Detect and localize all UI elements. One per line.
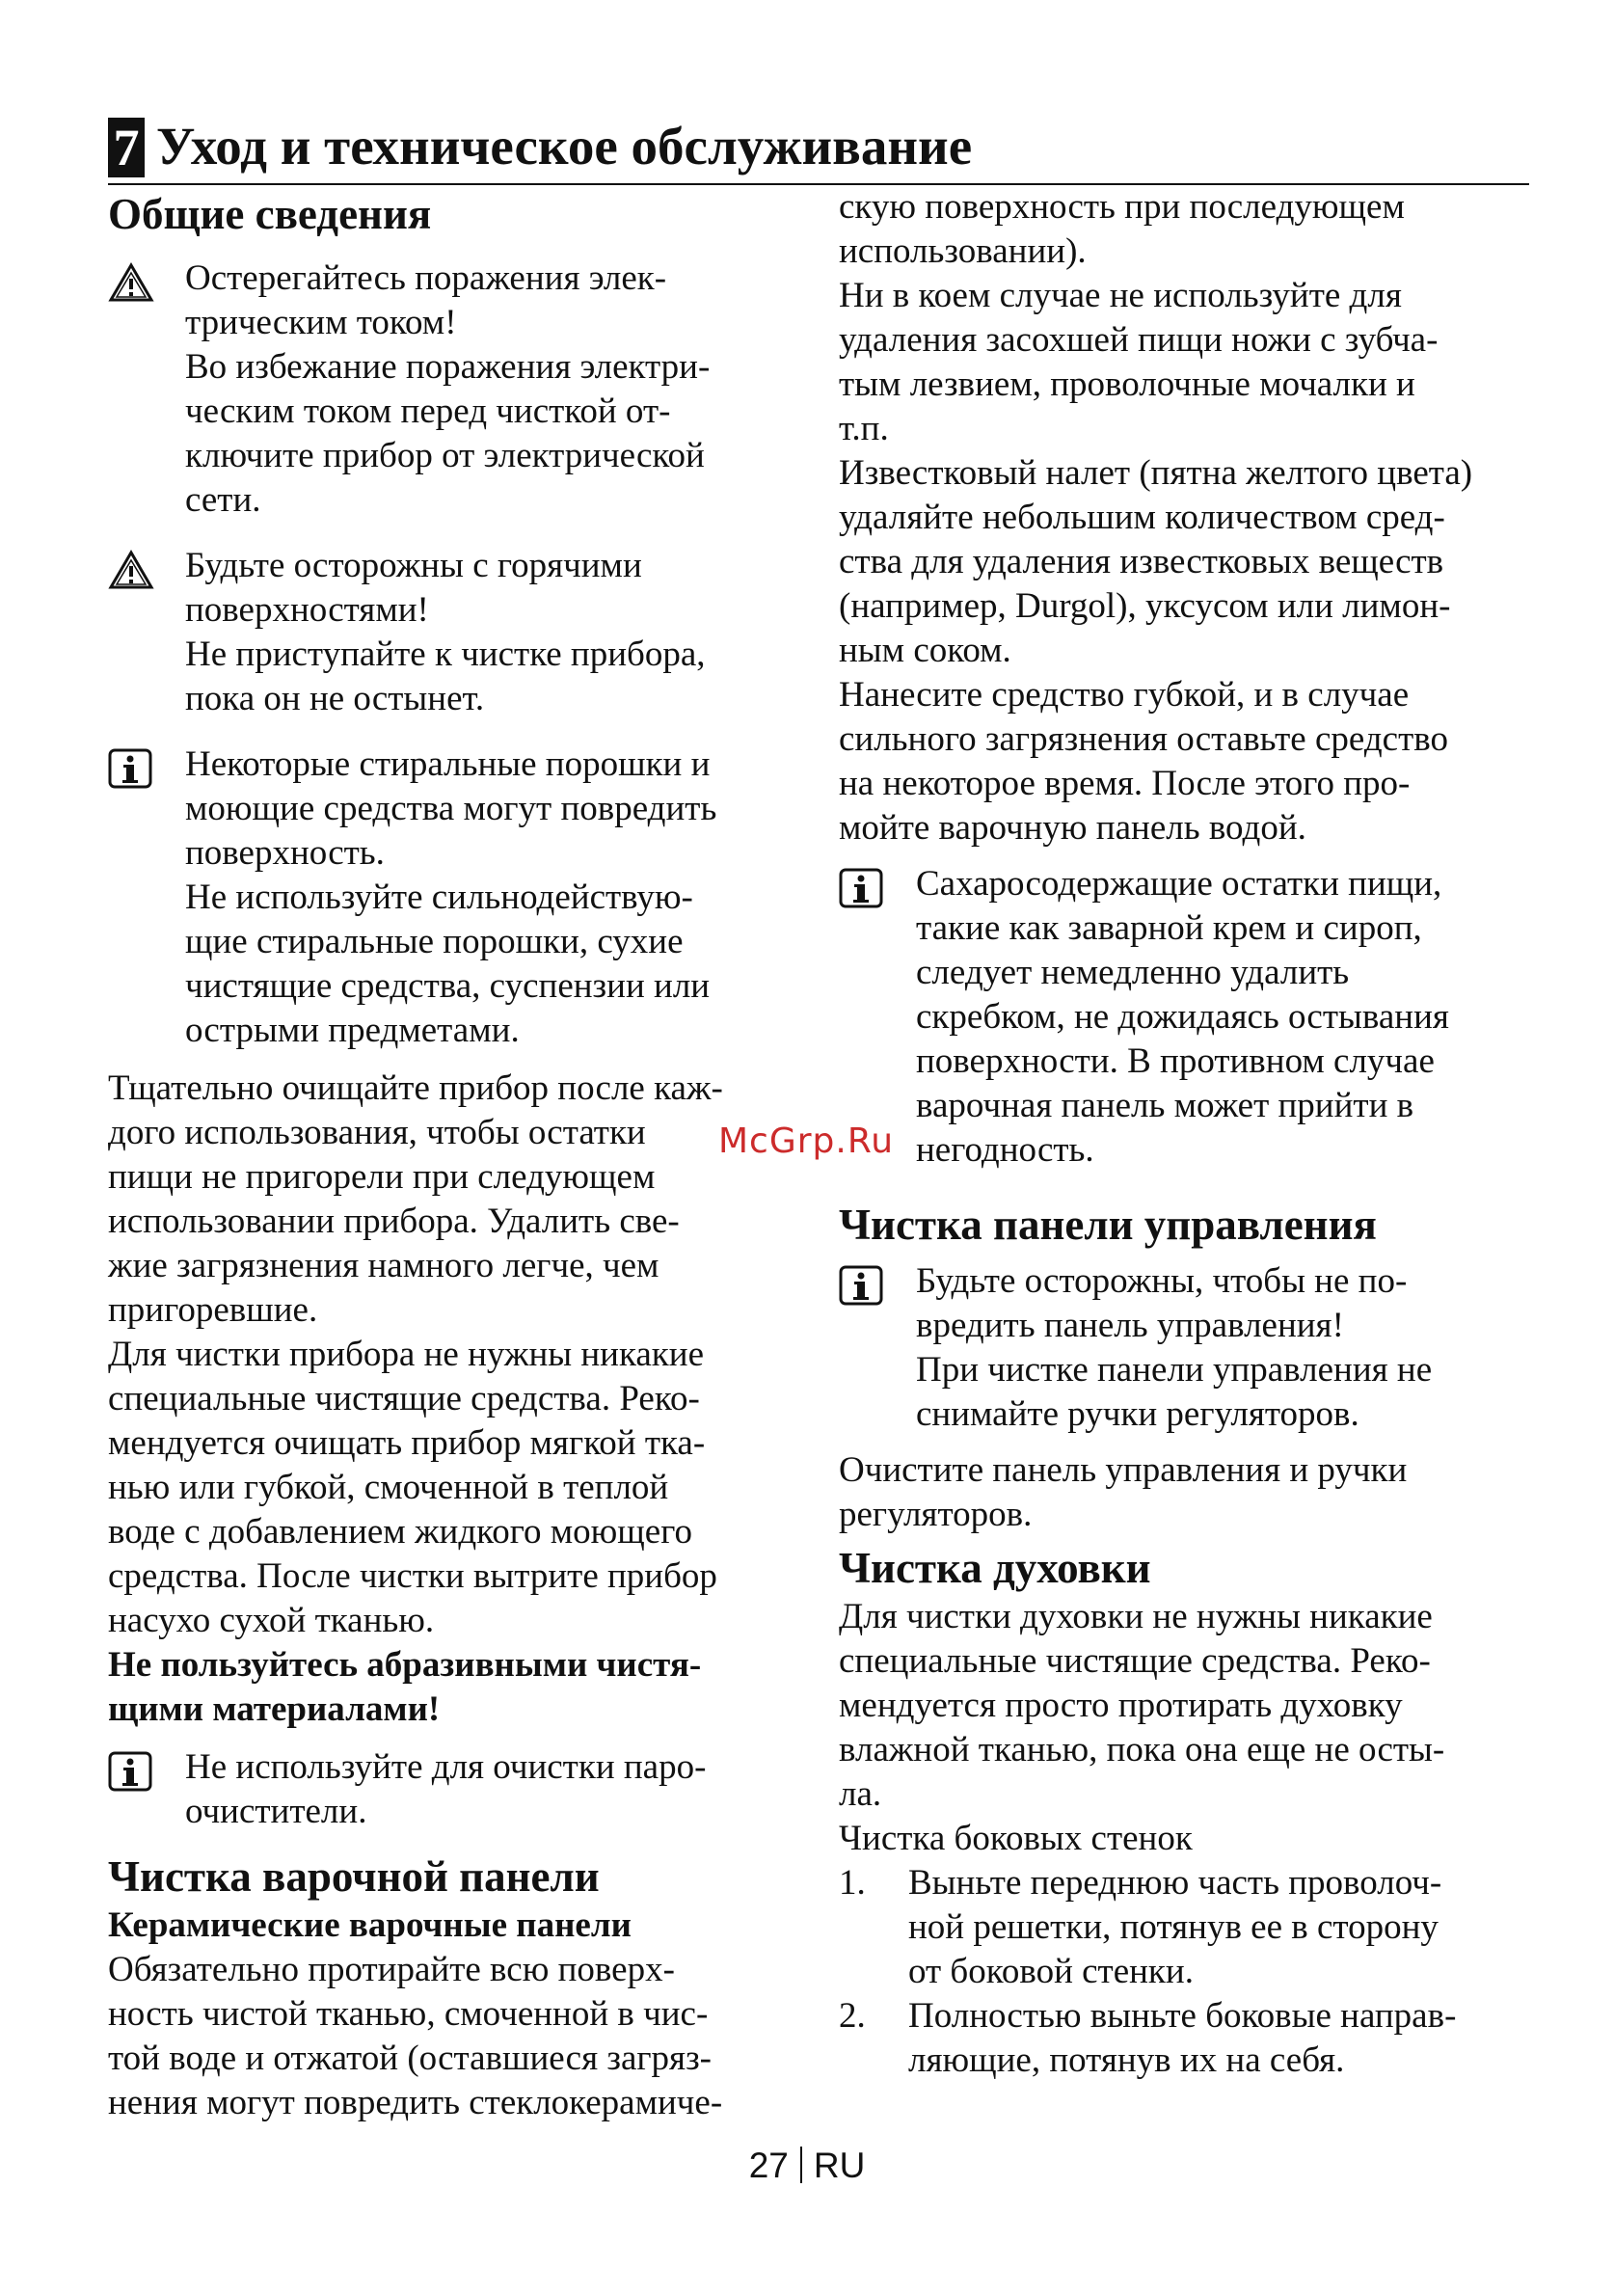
info-icon [839,862,916,908]
note-sugar-text: Сахаросодержащие остатки пищи, такие как заварной крем и сироп, следует немедленно удалить скребком, не дожидаясь остывания поверхности. В противном случае варочная панель может прийти в негодность. [916,864,1449,1170]
page-number: 27 [748,2146,789,2185]
list-text: Полностью выньте боковые направ- ляющие, потянув их на себя. [908,1996,1457,2080]
left-column [108,187,783,2125]
chapter-number: 7 [108,118,145,177]
ceramic-heading: Керамические варочные панели [108,1905,632,1945]
sugar-info-note [839,862,1533,1173]
control-paragraph: Очистите панель управления и ручки регуляторов. [839,1450,1408,1534]
detergent-info-note [108,743,783,1053]
oven-heading: Чистка духовки [839,1544,1151,1592]
info-icon [839,1259,916,1306]
control-panel-heading: Чистка панели управления [839,1201,1377,1249]
general-heading: Общие сведения [108,190,432,238]
note-control-text: Будьте осторожны, чтобы не по- вредить панель управления! При чистке панели управления не снимайте ручки регуляторов. [916,1261,1433,1434]
right-column [839,185,1533,2083]
list-number: 1. [839,1863,866,1903]
steam-info-note [108,1745,783,1834]
note-electric-text: Остерегайтесь поражения элек- трическим током! Во избежание поражения электри- ческим током перед чисткой от- ключите прибор от электрической сети. [185,258,711,520]
note-hot-text: Будьте осторожны с горячими поверхностями! Не приступайте к чистке прибора, пока он не остынет. [185,546,706,718]
hob-heading: Чистка варочной панели [108,1852,600,1901]
hob-continued-paragraph: скую поверхность при последующем использовании). Ни в коем случае не используйте для удаления засохшей пищи ножи с зубча- тым лезвием, проволочные мочалки и т.п. Известковый налет (пятна желтого цвета) удаляйте небольшим количеством сред- ства для удаления известковых веществ (например, Durgol), уксусом или лимон- ным соком. Нанесите средство губкой, и в случае сильного загрязнения оставьте средство на некоторое время. После этого про- мойте варочную панель водой. [839,187,1473,848]
control-info-note [839,1259,1533,1437]
page-footer [0,2145,1614,2187]
info-icon [108,743,185,789]
electric-warning-note [108,257,783,523]
chapter-header [108,114,1529,185]
note-steam-text: Не используйте для очистки паро- очистители. [185,1747,707,1831]
cleaning-paragraph: Тщательно очищайте прибор после каж- дого использования, чтобы остатки пищи не пригорели при следующем использовании прибора. Удалить све- жие загрязнения намного легче, чем пригоревшие. Для чистки прибора не нужны никакие специальные чистящие средства. Реко- мендуется очищать прибор мягкой тка- нью или губкой, смоченной в теплой воде с добавлением жидкого моющего средства. После чистки вытрите прибор насухо сухой тканью. [108,1068,723,1640]
warning-triangle-icon [108,257,185,303]
footer-separator [800,2147,802,2183]
list-number: 2. [839,1996,866,2036]
watermark: McGrp.Ru [718,1121,895,1161]
abrasive-warning: Не пользуйтесь абразивными чистя- щими материалами! [108,1645,702,1729]
list-text: Выньте переднюю часть проволоч- ной решетки, потянув ее в сторону от боковой стенки. [908,1863,1442,1991]
warning-triangle-icon [108,544,185,590]
oven-paragraph: Для чистки духовки не нужны никакие специальные чистящие средства. Реко- мендуется просто протирать духовку влажной тканью, пока она еще не осты- ла. Чистка боковых стенок [839,1597,1445,1858]
note-detergent-text: Некоторые стиральные порошки и моющие средства могут повредить поверхность. Не используйте сильнодействую- щие стиральные порошки, сухие чистящие средства, суспензии или острыми предметами. [185,744,717,1050]
list-item [839,1861,1533,1994]
info-icon [108,1745,185,1792]
language-code: RU [813,2146,866,2185]
list-item [839,1994,1533,2083]
ceramic-paragraph: Обязательно протирайте всю поверх- ность чистой тканью, смоченной в чис- той воде и отжатой (оставшиеся загряз- нения могут повредить стеклокерамиче- [108,1950,723,2122]
chapter-title: Уход и техническое обслуживание [156,117,973,176]
hot-surface-note [108,544,783,721]
